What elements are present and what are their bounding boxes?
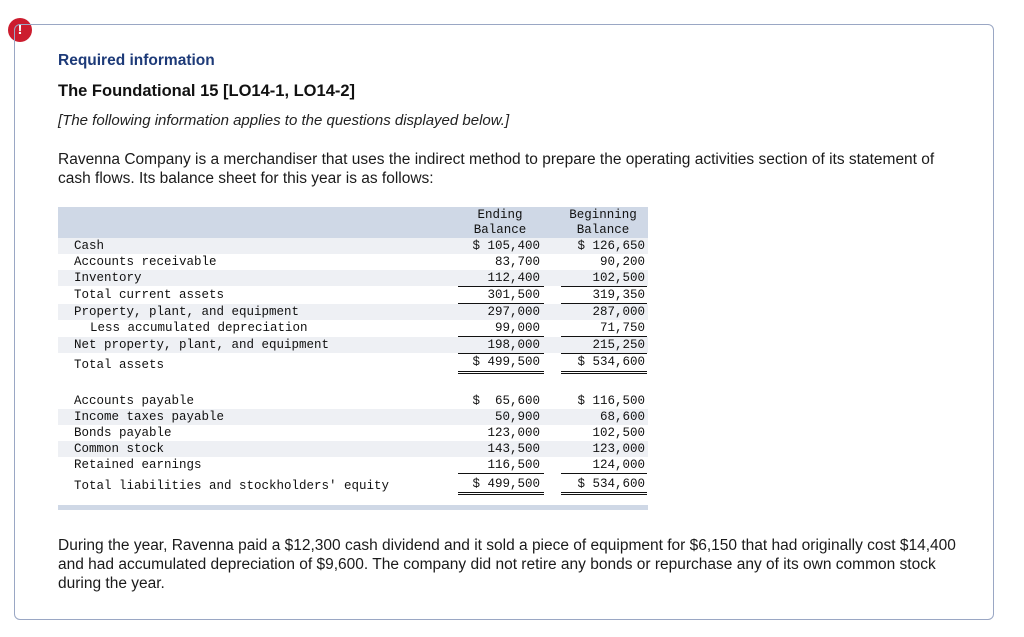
alert-icon: ! (8, 18, 32, 42)
ending-value: 123,000 (487, 426, 540, 440)
required-information-heading: Required information (58, 52, 215, 69)
table-row (58, 457, 648, 473)
row-label: Accounts payable (74, 394, 195, 408)
row-label: Accounts receivable (74, 255, 217, 269)
beginning-value: 90,200 (599, 255, 645, 269)
ending-balance-header (458, 208, 542, 238)
beginning-value: $ 126,650 (577, 239, 645, 253)
double-underline (458, 371, 544, 372)
row-label: Less accumulated depreciation (90, 321, 308, 335)
beginning-value: $ 534,600 (577, 355, 645, 369)
beginning-value: 102,500 (592, 426, 645, 440)
beginning-balance-header (558, 208, 648, 238)
double-underline (561, 492, 647, 493)
ending-value: 50,900 (494, 410, 540, 424)
beginning-value: 287,000 (592, 305, 645, 319)
applies-note: [The following information applies to the questions displayed below.] (58, 112, 510, 129)
row-label: Common stock (74, 442, 165, 456)
beginning-value: 124,000 (592, 458, 645, 472)
ending-value: $ 499,500 (472, 355, 540, 369)
underline (458, 353, 544, 354)
row-label: Retained earnings (74, 458, 202, 472)
beginning-value: 102,500 (592, 271, 645, 285)
table-row (58, 425, 648, 441)
underline (458, 473, 544, 474)
beginning-value: 123,000 (592, 442, 645, 456)
row-label: Cash (74, 239, 105, 253)
ending-value: 301,500 (487, 288, 540, 302)
ending-value: $ 499,500 (472, 477, 540, 491)
beginning-value: $ 116,500 (577, 394, 645, 408)
ending-value: 83,700 (494, 255, 540, 269)
row-label: Income taxes payable (74, 410, 225, 424)
row-label: Total current assets (74, 288, 225, 302)
intro-paragraph: Ravenna Company is a merchandiser that uses the indirect method to prepare the operating activities section of its statement of cash flows. Its balance sheet for this year is as follows: (58, 151, 935, 187)
row-label: Inventory (74, 271, 142, 285)
table-row (58, 320, 648, 336)
ending-value: 143,500 (487, 442, 540, 456)
ending-value: 116,500 (487, 458, 540, 472)
table-row (58, 441, 648, 457)
beginning-value: 68,600 (599, 410, 645, 424)
beginning-value: 215,250 (592, 338, 645, 352)
beginning-value: 71,750 (599, 321, 645, 335)
row-label: Total liabilities and stockholders' equity (74, 479, 390, 493)
table-row (58, 393, 648, 409)
row-label: Total assets (74, 358, 165, 372)
problem-title: The Foundational 15 [LO14-1, LO14-2] (58, 82, 356, 100)
closing-paragraph: During the year, Ravenna paid a $12,300 cash dividend and it sold a piece of equipment for $6,150 that had originally cost $14,400 and had accumulated depreciation of $9,600. The company did not retire any bonds or repurchase any of its own common stock during the year. (58, 537, 956, 592)
double-underline (561, 373, 647, 374)
ending-value: $ 105,400 (472, 239, 540, 253)
ending-value: 112,400 (487, 271, 540, 285)
balance-sheet-table (58, 207, 648, 510)
underline (561, 353, 647, 354)
double-underline (458, 494, 544, 495)
beginning-header-line-2: Balance (576, 223, 630, 237)
table-row (58, 254, 648, 270)
double-underline (458, 373, 544, 374)
row-label: Net property, plant, and equipment (74, 338, 330, 352)
row-label: Property, plant, and equipment (74, 305, 300, 319)
ending-value: 198,000 (487, 338, 540, 352)
table-row (58, 337, 648, 353)
table-row (58, 287, 648, 303)
beginning-value: 319,350 (592, 288, 645, 302)
table-row (58, 238, 648, 254)
underline (561, 473, 647, 474)
ending-header-line-1: Ending (477, 208, 523, 222)
table-row (58, 409, 648, 425)
table-row (58, 270, 648, 286)
double-underline (458, 492, 544, 493)
ending-value: $ 65,600 (472, 394, 540, 408)
table-row (58, 477, 648, 495)
ending-header-line-2: Balance (473, 223, 527, 237)
beginning-header-line-1: Beginning (569, 208, 637, 222)
table-footer-band (58, 505, 648, 510)
double-underline (561, 371, 647, 372)
ending-value: 297,000 (487, 305, 540, 319)
row-label: Bonds payable (74, 426, 172, 440)
double-underline (561, 494, 647, 495)
ending-value: 99,000 (494, 321, 540, 335)
table-row (58, 355, 648, 375)
beginning-value: $ 534,600 (577, 477, 645, 491)
table-row (58, 304, 648, 320)
